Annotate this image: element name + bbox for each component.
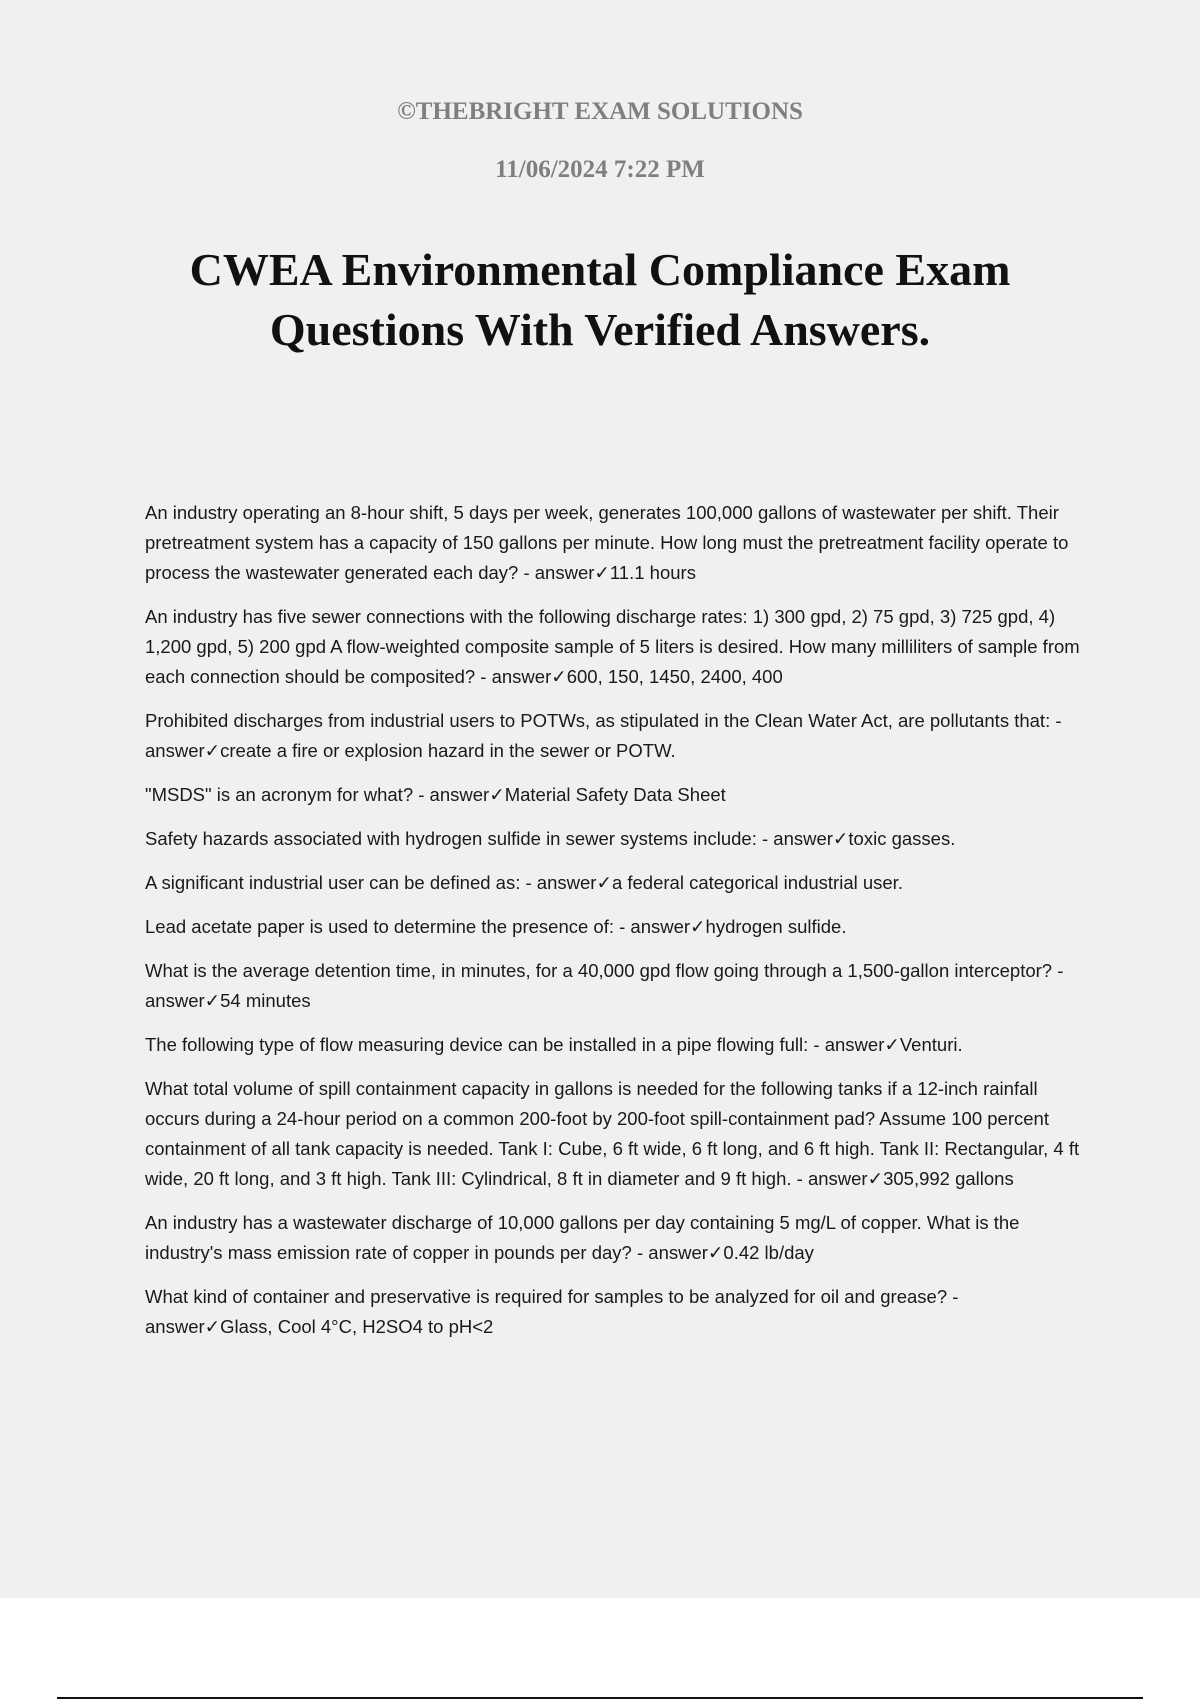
timestamp: 11/06/2024 7:22 PM [495,156,705,183]
copyright-header: ©THEBRIGHT EXAM SOLUTIONS [397,98,803,125]
qa-item: An industry operating an 8-hour shift, 5 days per week, generates 100,000 gallons of wastewater per shift. Their pretreatment system has a capacity of 150 gallons per minute. How long must the pretreatment facility operate to process the wastewater generated each day? - answer✓11.1 hours [145,502,1069,583]
qa-item: Lead acetate paper is used to determine the presence of: - answer✓hydrogen sulfide. [145,916,847,937]
title-line-2: Questions With Verified Answers. [269,304,931,355]
qa-item: What kind of container and preservative is required for samples to be analyzed for oil and grease? - answer✓Glass, Cool 4°C, H2SO4 to pH<2 [145,1286,959,1337]
qa-item: An industry has a wastewater discharge of 10,000 gallons per day containing 5 mg/L of copper. What is the industry's mass emission rate of copper in pounds per day? - answer✓0.42 lb/day [145,1212,1020,1263]
qa-item: Prohibited discharges from industrial users to POTWs, as stipulated in the Clean Water Act, are pollutants that: - answer✓create a fire or explosion hazard in the sewer or POTW. [145,710,1062,761]
qa-item: An industry has five sewer connections with the following discharge rates: 1) 300 gpd, 2) 75 gpd, 3) 725 gpd, 4) 1,200 gpd, 5) 200 gpd A flow-weighted composite sample of 5 liters is desired. How many milliliters of sample from each connection should be composited? - answer✓600, 150, 1450, 2400, 400 [145,606,1080,687]
qa-item: Safety hazards associated with hydrogen sulfide in sewer systems include: - answer✓toxic gasses. [145,828,956,849]
qa-item: The following type of flow measuring device can be installed in a pipe flowing full: - answer✓Venturi. [145,1034,963,1055]
document-title [0,240,1200,360]
qa-item: A significant industrial user can be defined as: - answer✓a federal categorical industrial user. [145,872,903,893]
qa-item: What is the average detention time, in minutes, for a 40,000 gpd flow going through a 1,500-gallon interceptor? - answer✓54 minutes [145,960,1064,1011]
footer-divider [57,1697,1143,1699]
qa-item: What total volume of spill containment capacity in gallons is needed for the following tanks if a 12-inch rainfall occurs during a 24-hour period on a common 200-foot by 200-foot spill-containment pad? Assume 100 percent containment of all tank capacity is needed. Tank I: Cube, 6 ft wide, 6 ft long, and 6 ft high. Tank II: Rectangular, 4 ft wide, 20 ft long, and 3 ft high. Tank III: Cylindrical, 8 ft in diameter and 9 ft high. - answer✓305,992 gallons [145,1078,1080,1189]
qa-list [145,498,1090,1356]
qa-item: "MSDS" is an acronym for what? - answer✓Material Safety Data Sheet [145,784,726,805]
title-line-1: CWEA Environmental Compliance Exam [189,244,1011,295]
